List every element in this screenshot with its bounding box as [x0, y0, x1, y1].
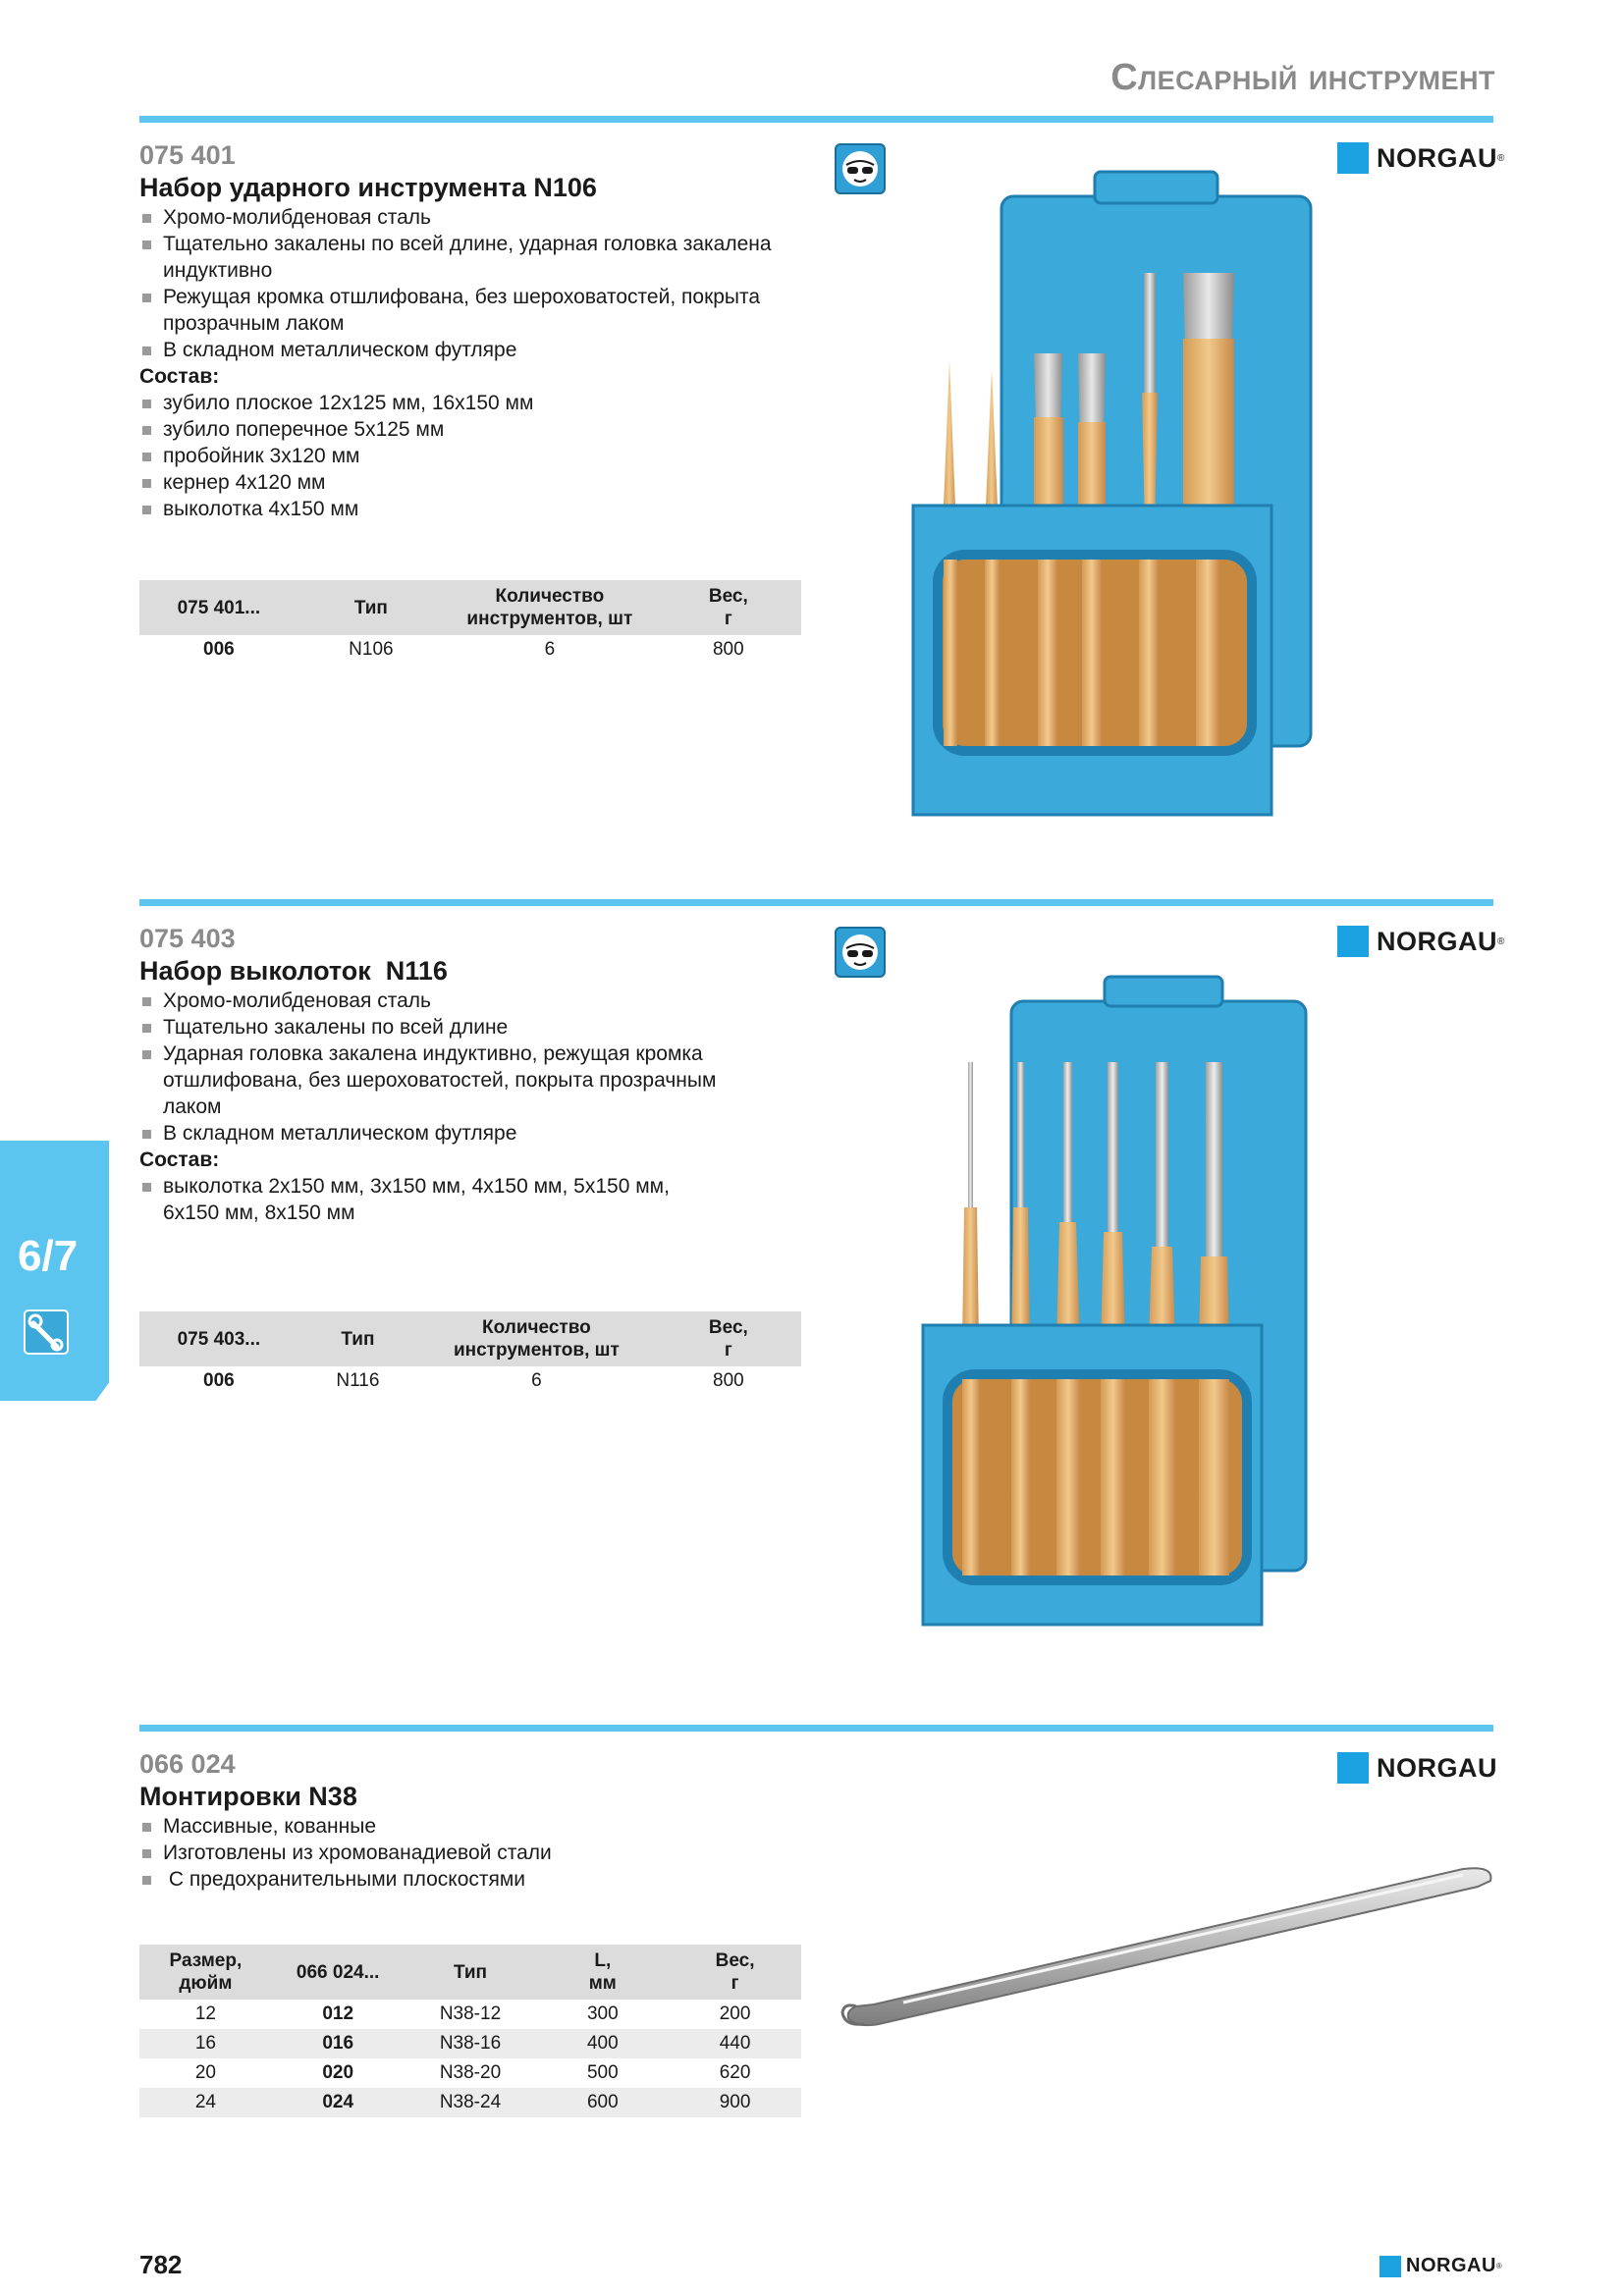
table-cell: 620 [719, 2062, 751, 2083]
table-cell: 6 [531, 1370, 542, 1391]
table-row [139, 2029, 801, 2058]
table-cell: 900 [669, 2088, 801, 2117]
safety-goggles-icon [835, 143, 886, 194]
composition-label: Состав: [139, 1148, 220, 1171]
feature-item: С предохранительными плоскостями [139, 1866, 748, 1893]
col-header: Размер, дюйм [139, 1945, 272, 2000]
feature-list [139, 988, 748, 1147]
product-title: Монтировки N38 [139, 1782, 357, 1811]
table-cell: N38-24 [405, 2088, 537, 2117]
wrench-icon [24, 1309, 69, 1355]
table-row [139, 2058, 801, 2088]
table-row [139, 635, 801, 665]
col-header: L, мм [536, 1945, 669, 2000]
composition-item: пробойник 3x120 мм [139, 443, 787, 469]
table-cell: 6 [544, 639, 556, 660]
table-cell: 500 [586, 2062, 619, 2083]
feature-item: Хромо-молибденовая сталь [139, 204, 787, 231]
product-description [139, 1813, 748, 1893]
norgau-footer-logo: NORGAU ® [1380, 2255, 1502, 2277]
col-header: Тип [298, 580, 444, 635]
feature-item: Тщательно закалены по всей длине, ударная головка закалена индуктивно [139, 231, 787, 284]
table-cell: 024 [272, 2088, 405, 2117]
table-cell: 600 [536, 2088, 669, 2117]
section-divider [139, 899, 1493, 906]
composition-list [139, 390, 787, 522]
table-cell: 300 [586, 2003, 619, 2024]
col-header: Тип [405, 1945, 537, 2000]
section-divider [139, 116, 1493, 123]
table-cell: N38-16 [405, 2029, 537, 2058]
table-cell: 400 [536, 2029, 669, 2058]
feature-item: Массивные, кованные [139, 1813, 748, 1840]
norgau-logo: NORGAU ® [1337, 926, 1504, 957]
feature-item: Изготовлены из хромованадиевой стали [139, 1840, 748, 1866]
page-number: 782 [139, 2250, 183, 2279]
composition-item: кернер 4x120 мм [139, 469, 787, 496]
table-cell: 006 [203, 639, 235, 660]
table-cell: N38-12 [439, 2003, 502, 2024]
table-cell: 020 [322, 2062, 354, 2083]
feature-list [139, 204, 787, 363]
col-header: Тип [298, 1311, 417, 1366]
feature-item: Хромо-молибденовая сталь [139, 988, 748, 1014]
col-header: Вес, г [669, 1945, 801, 2000]
col-header: Вес, г [656, 1311, 801, 1366]
product-image-pry-bar [835, 1855, 1497, 2052]
spec-table [139, 580, 801, 665]
composition-item: выколотка 4x150 мм [139, 496, 787, 522]
product-title: Набор ударного инструмента N106 [139, 173, 597, 202]
table-row [139, 2088, 801, 2117]
table-cell: 16 [139, 2029, 272, 2058]
spec-table [139, 1311, 801, 1396]
table-cell: 800 [712, 639, 744, 660]
feature-item: В складном металлическом футляре [139, 337, 787, 363]
section-title: Слесарный инструмент [1110, 57, 1495, 98]
composition-item: зубило плоское 12x125 мм, 16x150 мм [139, 390, 787, 416]
table-cell: 006 [203, 1370, 235, 1391]
col-header: 075 403... [139, 1311, 298, 1366]
norgau-logo: NORGAU ® [1337, 142, 1504, 174]
chapter-number: 6/7 [18, 1232, 79, 1280]
article-number: 075 403 [139, 924, 236, 953]
article-number: 066 024 [139, 1749, 236, 1779]
table-cell: 440 [669, 2029, 801, 2058]
table-cell: N38-20 [439, 2062, 502, 2083]
feature-item: Тщательно закалены по всей длине [139, 1014, 748, 1041]
product-description [139, 204, 787, 522]
product-image-chisel-set [893, 167, 1325, 834]
col-header: 075 401... [139, 580, 298, 635]
table-cell: N106 [349, 639, 394, 660]
norgau-logo: NORGAU [1337, 1752, 1497, 1784]
composition-label: Состав: [139, 365, 220, 388]
article-number: 075 401 [139, 140, 236, 170]
table-cell: 20 [194, 2062, 216, 2083]
table-cell: N116 [336, 1370, 380, 1391]
table-row [139, 2000, 801, 2029]
col-header: Количество инструментов, шт [444, 580, 656, 635]
table-cell: 012 [322, 2003, 354, 2024]
table-cell: 016 [272, 2029, 405, 2058]
section-divider [139, 1725, 1493, 1732]
feature-item: Ударная головка закалена индуктивно, режущая кромка отшлифована, без шероховатостей, покрыта прозрачным лаком [139, 1041, 748, 1120]
composition-list [139, 1173, 670, 1226]
col-header: Количество инструментов, шт [417, 1311, 656, 1366]
table-cell: 24 [139, 2088, 272, 2117]
feature-list [139, 1813, 748, 1893]
feature-item: Режущая кромка отшлифована, без шероховатостей, покрыта прозрачным лаком [139, 284, 787, 337]
product-description [139, 988, 748, 1226]
table-cell: 800 [713, 1370, 744, 1391]
safety-goggles-icon [835, 927, 886, 978]
product-title: Набор выколоток N116 [139, 956, 448, 986]
product-image-punch-set [913, 972, 1325, 1649]
table-row [139, 1366, 801, 1396]
feature-item: В складном металлическом футляре [139, 1120, 748, 1147]
col-header: 066 024... [272, 1945, 405, 2000]
spec-table [139, 1945, 801, 2117]
table-cell: 12 [194, 2003, 216, 2024]
composition-item: выколотка 2x150 мм, 3x150 мм, 4x150 мм, 5x150 мм, 6x150 мм, 8x150 мм [139, 1173, 670, 1226]
composition-item: зубило поперечное 5x125 мм [139, 416, 787, 443]
col-header: Вес, г [656, 580, 801, 635]
table-cell: 200 [719, 2003, 751, 2024]
